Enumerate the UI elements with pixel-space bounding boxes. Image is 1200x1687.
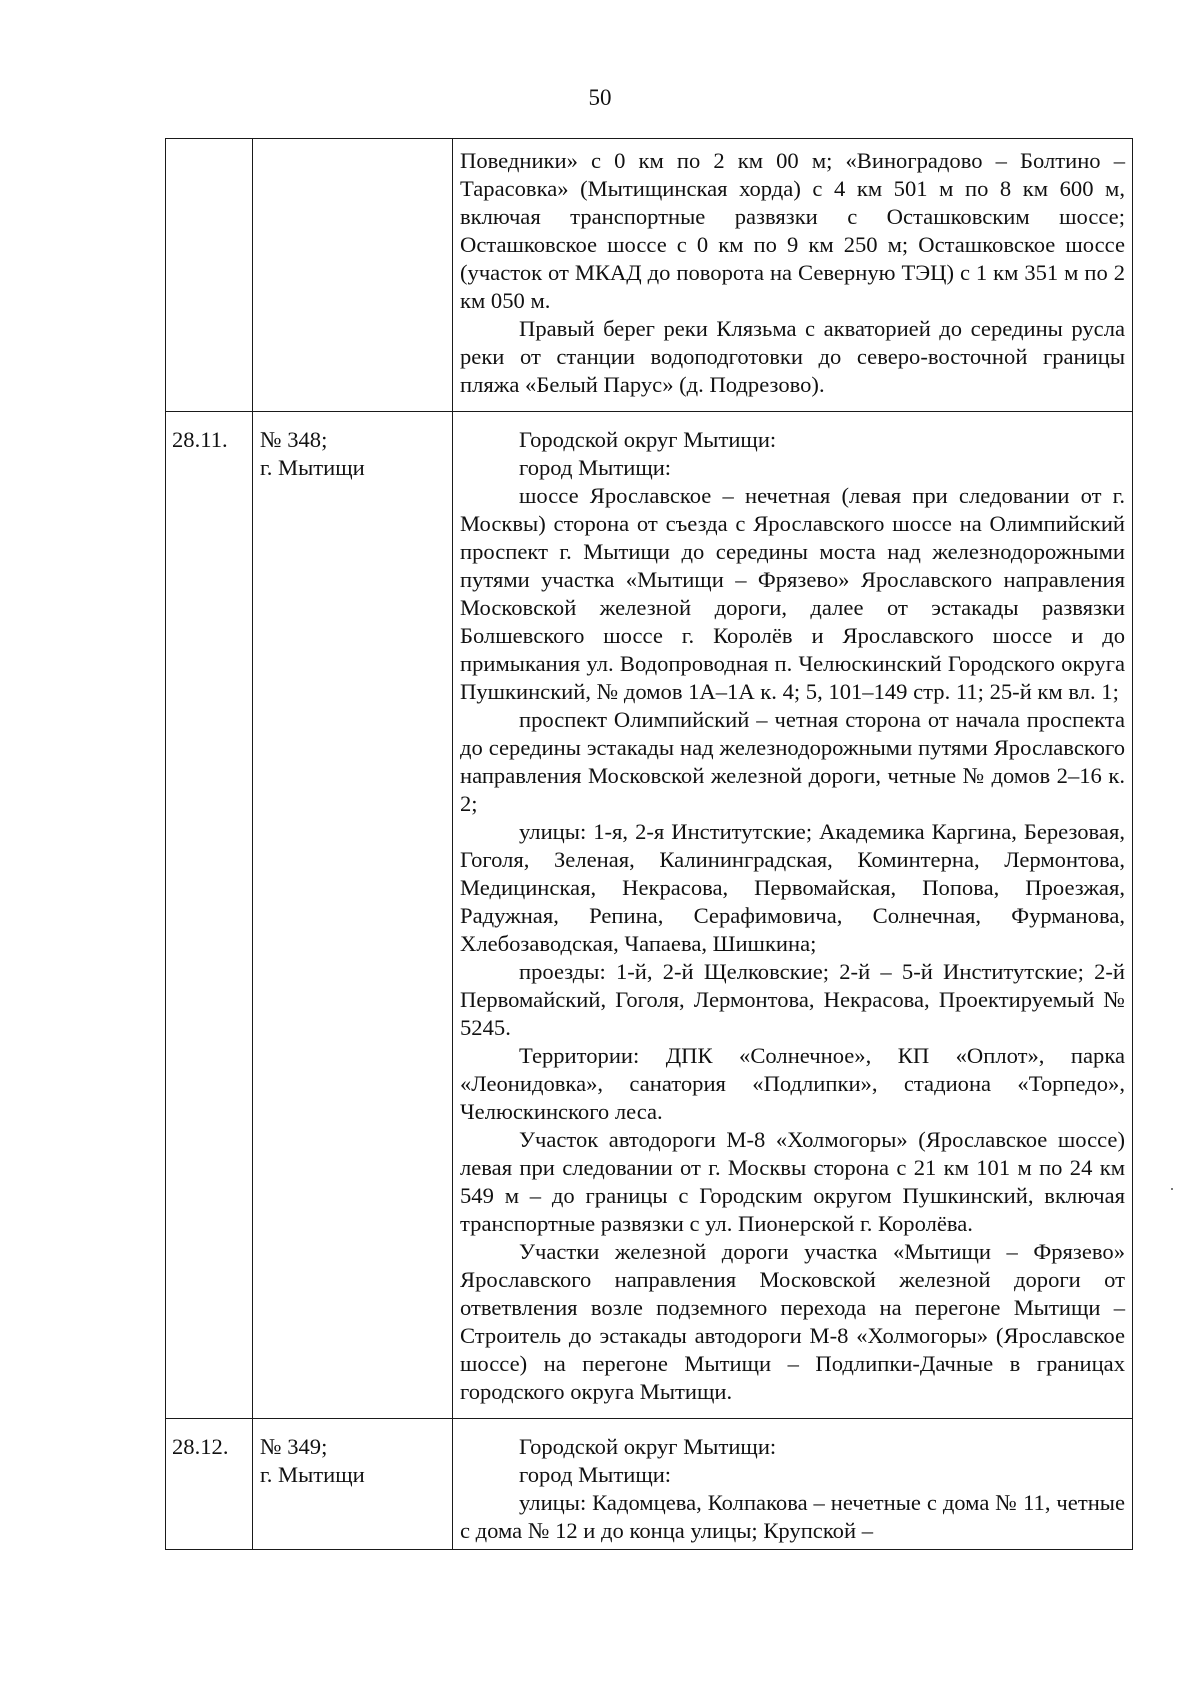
precinct-number: № 349; — [260, 1434, 328, 1459]
boundary-description-cell — [453, 412, 1133, 1419]
precinct-cell — [253, 412, 453, 1419]
paragraph: город Мытищи: — [519, 1462, 672, 1487]
scan-speck — [1171, 1188, 1173, 1190]
paragraph: проезды: 1-й, 2-й Щелковские; 2-й – 5-й Институтские; 2-й Первомайский, Гоголя, Лермонтова, Некрасова, Проектируемый № 5245. — [460, 959, 1125, 1040]
table-row — [166, 1419, 1133, 1550]
precinct-city: г. Мытищи — [260, 1462, 365, 1487]
paragraph: проспект Олимпийский – четная сторона от начала проспекта до середины эстакады над железнодорожными путями Ярославского направления Московской железной дороги, четные № домов 2–16 к. 2; — [460, 707, 1125, 816]
boundary-description-cell — [453, 139, 1133, 412]
boundary-description-cell — [453, 1419, 1133, 1550]
precinct-city: г. Мытищи — [260, 455, 365, 480]
row-number-cell: 28.11. — [166, 412, 253, 1419]
paragraph: Поведники» с 0 км по 2 км 00 м; «Виноградово – Болтино – Тарасовка» (Мытищинская хорда) с 4 км 501 м по 8 км 600 м, включая транспортные развязки с Осташковским шоссе; Осташковское шоссе с 0 км по 9 км 250 м; Осташковское шоссе (участок от МКАД до поворота на Северную ТЭЦ) с 1 км 351 м по 2 км 050 м. — [460, 148, 1125, 313]
paragraph: Территории: ДПК «Солнечное», КП «Оплот», парка «Леонидовка», санатория «Подлипки», стадиона «Торпедо», Челюскинского леса. — [460, 1043, 1125, 1124]
paragraph: улицы: 1-я, 2-я Институтские; Академика Каргина, Березовая, Гоголя, Зеленая, Калининградская, Коминтерна, Лермонтова, Медицинская, Некрасова, Первомайская, Попова, Проезжая, Радужная, Репина, Серафимовича, Солнечная, Фурманова, Хлебозаводская, Чапаева, Шишкина; — [460, 819, 1125, 956]
page-number: 50 — [588, 85, 612, 110]
row-number-cell: 28.12. — [166, 1419, 253, 1550]
paragraph: улицы: Кадомцева, Колпакова – нечетные с дома № 11, четные с дома № 12 и до конца улицы; Крупской – — [460, 1490, 1125, 1543]
precinct-number: № 348; — [260, 427, 328, 452]
paragraph: Городской округ Мытищи: — [519, 1434, 777, 1459]
paragraph: Участок автодороги М-8 «Холмогоры» (Ярославское шоссе) левая при следовании от г. Москвы сторона с 21 км 101 м по 24 км 549 м – до границы с Городским округом Пушкинский, включая транспортные развязки с ул. Пионерской г. Королёва. — [460, 1127, 1125, 1236]
table-row — [166, 412, 1133, 1419]
paragraph: Участки железной дороги участка «Мытищи – Фрязево» Ярославского направления Московской железной дороги от ответвления возле подземного перехода на перегоне Мытищи – Строитель до эстакады автодороги М-8 «Холмогоры» (Ярославское шоссе) на перегоне Мытищи – Подлипки-Дачные в границах городского округа Мытищи. — [460, 1239, 1125, 1404]
row-number-cell — [166, 139, 253, 412]
paragraph: Правый берег реки Клязьма с акваторией до середины русла реки от станции водоподготовки до северо-восточной границы пляжа «Белый Парус» (д. Подрезово). — [460, 316, 1125, 397]
precinct-cell — [253, 1419, 453, 1550]
districts-table — [165, 138, 1133, 1550]
paragraph: шоссе Ярославское – нечетная (левая при следовании от г. Москвы) сторона от съезда с Ярославского шоссе на Олимпийский проспект г. Мытищи до середины моста над железнодорожными путями участка «Мытищи – Фрязево» Ярославского направления Московской железной дороги, далее от эстакады развязки Болшевского шоссе г. Королёв и Ярославского шоссе и до примыкания ул. Водопроводная п. Челюскинский Городского округа Пушкинский, № домов 1А–1А к. 4; 5, 101–149 стр. 11; 25-й км вл. 1; — [460, 483, 1125, 704]
precinct-cell — [253, 139, 453, 412]
paragraph: город Мытищи: — [519, 455, 672, 480]
paragraph: Городской округ Мытищи: — [519, 427, 777, 452]
table-row — [166, 139, 1133, 412]
